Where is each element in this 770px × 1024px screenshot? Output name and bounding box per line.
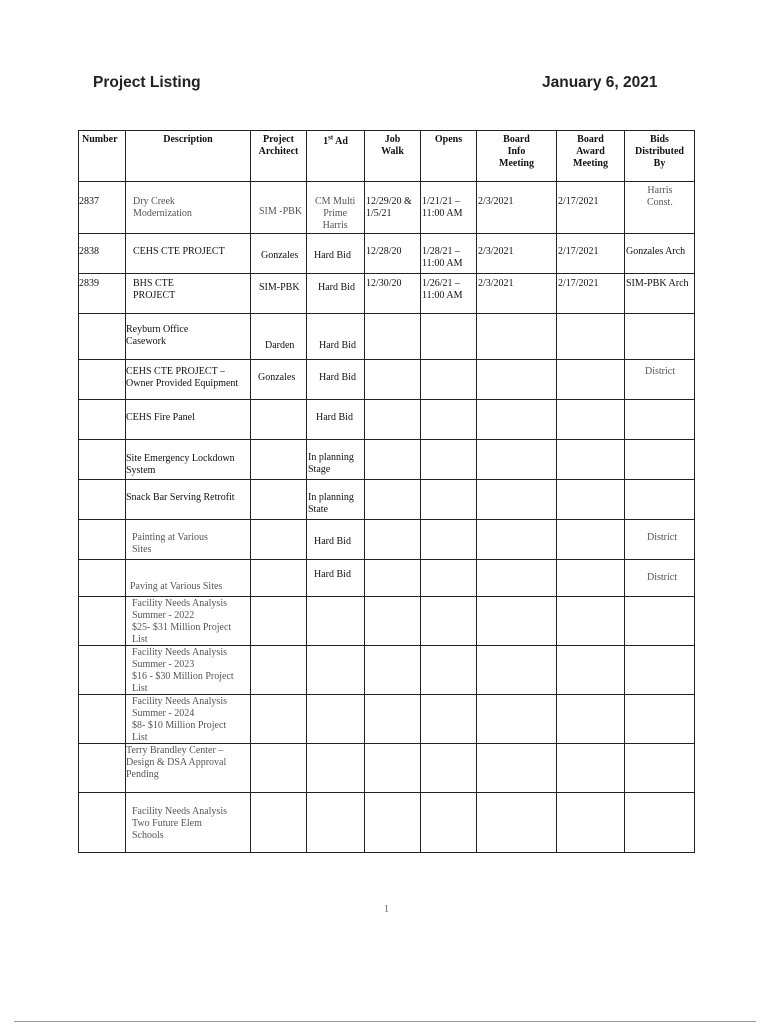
cell-description: Terry Brandley Center – Design & DSA Approval Pending <box>126 744 251 793</box>
cell-board-info <box>477 695 557 744</box>
cell-board-info <box>477 314 557 360</box>
cell-number <box>79 560 126 597</box>
col-job-walk-header: Job Walk <box>365 131 421 182</box>
cell-board-info: 2/3/2021 <box>477 234 557 274</box>
cell-opens <box>421 646 477 695</box>
cell-job-walk <box>365 744 421 793</box>
cell-number <box>79 400 126 440</box>
cell-board-award <box>557 400 625 440</box>
cell-number <box>79 314 126 360</box>
cell-first-ad: Hard Bid <box>307 400 365 440</box>
cell-architect <box>251 695 307 744</box>
cell-number <box>79 360 126 400</box>
cell-board-info <box>477 480 557 520</box>
page-bottom-rule <box>14 1021 756 1022</box>
table-row <box>79 597 695 646</box>
cell-bids-by <box>625 440 695 480</box>
first-ad-sup: st <box>328 133 334 142</box>
report-date: January 6, 2021 <box>542 74 658 91</box>
cell-opens <box>421 793 477 853</box>
cell-job-walk <box>365 440 421 480</box>
table-row <box>79 440 695 480</box>
cell-job-walk <box>365 646 421 695</box>
cell-description: Dry Creek Modernization <box>126 182 251 234</box>
col-board-award-header: Board Award Meeting <box>557 131 625 182</box>
first-ad-rest: Ad <box>333 136 348 147</box>
cell-board-award: 2/17/2021 <box>557 234 625 274</box>
cell-architect: SIM-PBK <box>251 274 307 314</box>
cell-first-ad: In planning Stage <box>307 440 365 480</box>
cell-bids-by: District <box>625 520 695 560</box>
cell-architect <box>251 793 307 853</box>
cell-architect <box>251 597 307 646</box>
cell-opens <box>421 744 477 793</box>
cell-opens: 1/26/21 – 11:00 AM <box>421 274 477 314</box>
col-description-header: Description <box>126 131 251 182</box>
cell-board-info <box>477 560 557 597</box>
cell-bids-by: Harris Const. <box>625 182 695 234</box>
cell-first-ad <box>307 597 365 646</box>
cell-number <box>79 597 126 646</box>
col-board-info-header: Board Info Meeting <box>477 131 557 182</box>
table-row <box>79 520 695 560</box>
cell-opens <box>421 480 477 520</box>
cell-opens <box>421 695 477 744</box>
col-bids-by-header: Bids Distributed By <box>625 131 695 182</box>
cell-architect <box>251 480 307 520</box>
cell-board-award <box>557 597 625 646</box>
cell-job-walk <box>365 400 421 440</box>
cell-architect: SIM -PBK <box>251 182 307 234</box>
cell-description: Painting at Various Sites <box>126 520 251 560</box>
cell-opens: 1/21/21 – 11:00 AM <box>421 182 477 234</box>
cell-bids-by: District <box>625 560 695 597</box>
table-row <box>79 560 695 597</box>
cell-board-award <box>557 520 625 560</box>
cell-board-info <box>477 520 557 560</box>
cell-architect <box>251 520 307 560</box>
cell-description: CEHS Fire Panel <box>126 400 251 440</box>
page-title: Project Listing <box>93 74 201 91</box>
cell-board-info <box>477 360 557 400</box>
cell-board-info <box>477 793 557 853</box>
cell-job-walk <box>365 597 421 646</box>
cell-number: 2838 <box>79 234 126 274</box>
cell-board-info <box>477 440 557 480</box>
cell-architect: Gonzales <box>251 234 307 274</box>
cell-job-walk <box>365 480 421 520</box>
cell-first-ad: Hard Bid <box>307 274 365 314</box>
cell-description: CEHS CTE PROJECT – Owner Provided Equipment <box>126 360 251 400</box>
table-row <box>79 400 695 440</box>
cell-bids-by <box>625 793 695 853</box>
cell-board-award <box>557 360 625 400</box>
cell-job-walk <box>365 314 421 360</box>
cell-opens <box>421 597 477 646</box>
cell-opens <box>421 520 477 560</box>
cell-board-award <box>557 793 625 853</box>
cell-bids-by: Gonzales Arch <box>625 234 695 274</box>
cell-job-walk <box>365 360 421 400</box>
cell-number <box>79 646 126 695</box>
cell-bids-by <box>625 597 695 646</box>
cell-job-walk <box>365 793 421 853</box>
cell-bids-by <box>625 646 695 695</box>
header-row <box>79 131 695 182</box>
table-row <box>79 695 695 744</box>
cell-opens <box>421 440 477 480</box>
table-row <box>79 314 695 360</box>
cell-board-award <box>557 440 625 480</box>
cell-bids-by <box>625 480 695 520</box>
cell-board-info: 2/3/2021 <box>477 274 557 314</box>
cell-architect: Gonzales <box>251 360 307 400</box>
table-row <box>79 744 695 793</box>
cell-opens: 1/28/21 – 11:00 AM <box>421 234 477 274</box>
first-ad-num: 1 <box>323 136 329 147</box>
table-row <box>79 234 695 274</box>
cell-bids-by <box>625 695 695 744</box>
cell-board-award: 2/17/2021 <box>557 182 625 234</box>
table-row <box>79 274 695 314</box>
cell-description: Facility Needs Analysis Summer - 2024 $8- $10 Million Project List <box>126 695 251 744</box>
cell-number <box>79 744 126 793</box>
cell-first-ad <box>307 793 365 853</box>
cell-description: CEHS CTE PROJECT <box>126 234 251 274</box>
cell-opens <box>421 360 477 400</box>
cell-architect: Darden <box>251 314 307 360</box>
cell-architect <box>251 560 307 597</box>
cell-bids-by <box>625 314 695 360</box>
cell-first-ad: Hard Bid <box>307 314 365 360</box>
cell-board-award <box>557 744 625 793</box>
cell-description: Reyburn Office Casework <box>126 314 251 360</box>
cell-board-info <box>477 597 557 646</box>
cell-job-walk: 12/29/20 & 1/5/21 <box>365 182 421 234</box>
cell-number: 2839 <box>79 274 126 314</box>
table-row <box>79 182 695 234</box>
cell-description: Facility Needs Analysis Two Future Elem Schools <box>126 793 251 853</box>
cell-architect <box>251 744 307 793</box>
table-row <box>79 360 695 400</box>
cell-board-award <box>557 560 625 597</box>
cell-first-ad <box>307 695 365 744</box>
table-row <box>79 793 695 853</box>
cell-number <box>79 480 126 520</box>
cell-first-ad: Hard Bid <box>307 360 365 400</box>
cell-first-ad: Hard Bid <box>307 560 365 597</box>
cell-number <box>79 520 126 560</box>
cell-opens <box>421 314 477 360</box>
cell-first-ad: Hard Bid <box>307 234 365 274</box>
cell-bids-by <box>625 744 695 793</box>
cell-board-award <box>557 314 625 360</box>
table-row <box>79 480 695 520</box>
cell-description: Paving at Various Sites <box>126 560 251 597</box>
cell-architect <box>251 646 307 695</box>
col-number-header: Number <box>79 131 126 182</box>
cell-job-walk: 12/30/20 <box>365 274 421 314</box>
cell-number <box>79 793 126 853</box>
cell-bids-by: SIM-PBK Arch <box>625 274 695 314</box>
col-opens-header: Opens <box>421 131 477 182</box>
cell-opens <box>421 560 477 597</box>
cell-architect <box>251 400 307 440</box>
cell-board-award <box>557 695 625 744</box>
cell-job-walk: 12/28/20 <box>365 234 421 274</box>
cell-number <box>79 695 126 744</box>
cell-number <box>79 440 126 480</box>
cell-board-info <box>477 744 557 793</box>
cell-first-ad <box>307 744 365 793</box>
cell-description: Snack Bar Serving Retrofit <box>126 480 251 520</box>
cell-first-ad: CM Multi Prime Harris <box>307 182 365 234</box>
col-architect-header: Project Architect <box>251 131 307 182</box>
cell-number: 2837 <box>79 182 126 234</box>
cell-board-award <box>557 480 625 520</box>
cell-board-award <box>557 646 625 695</box>
table-row <box>79 646 695 695</box>
cell-board-info <box>477 400 557 440</box>
col-first-ad-header <box>307 131 365 182</box>
cell-first-ad <box>307 646 365 695</box>
cell-architect <box>251 440 307 480</box>
cell-first-ad: In planning State <box>307 480 365 520</box>
cell-job-walk <box>365 560 421 597</box>
cell-first-ad: Hard Bid <box>307 520 365 560</box>
cell-board-info: 2/3/2021 <box>477 182 557 234</box>
cell-bids-by: District <box>625 360 695 400</box>
cell-description: Site Emergency Lockdown System <box>126 440 251 480</box>
cell-bids-by <box>625 400 695 440</box>
cell-board-info <box>477 646 557 695</box>
project-listing-table <box>78 130 695 853</box>
cell-job-walk <box>365 520 421 560</box>
cell-job-walk <box>365 695 421 744</box>
cell-description: Facility Needs Analysis Summer - 2022 $25- $31 Million Project List <box>126 597 251 646</box>
page-number: 1 <box>384 904 389 915</box>
cell-description: BHS CTE PROJECT <box>126 274 251 314</box>
cell-opens <box>421 400 477 440</box>
cell-description: Facility Needs Analysis Summer - 2023 $16 - $30 Million Project List <box>126 646 251 695</box>
cell-board-award: 2/17/2021 <box>557 274 625 314</box>
